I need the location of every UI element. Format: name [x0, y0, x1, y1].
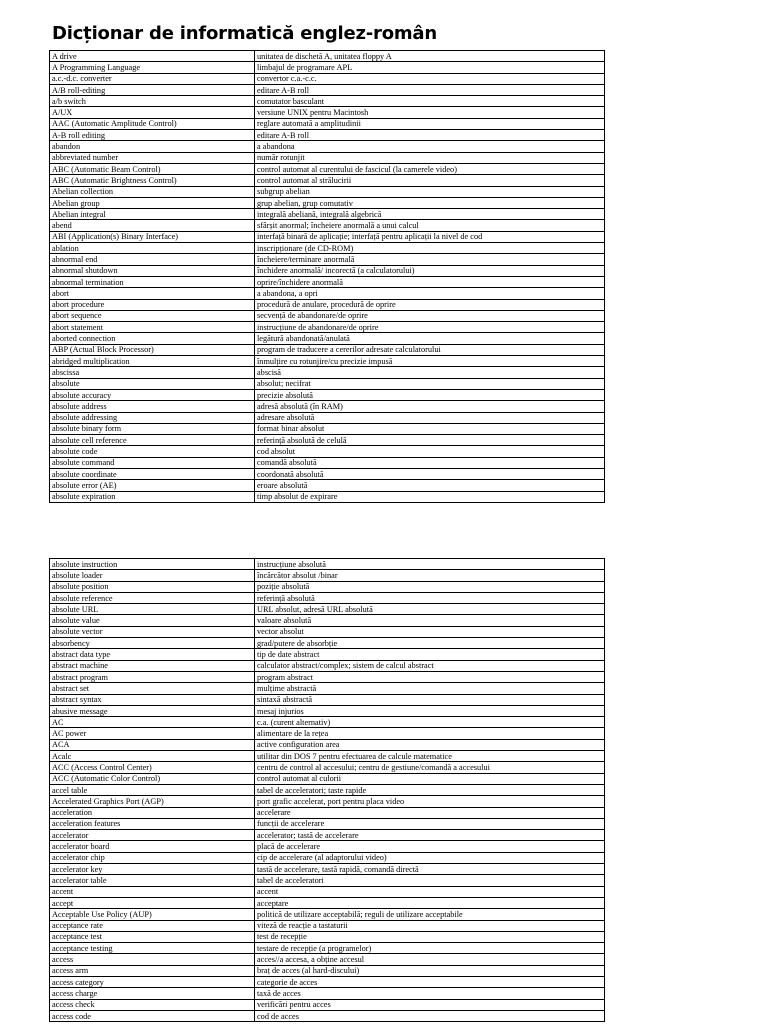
english-term-cell: ablation	[50, 243, 255, 254]
romanian-translation-cell: cod de acces	[255, 1010, 605, 1021]
romanian-translation-cell: închidere anormală/ incorectă (a calculatorului)	[255, 265, 605, 276]
table-row	[50, 705, 605, 716]
table-row	[50, 999, 605, 1010]
romanian-translation-cell: coordonată absolută	[255, 468, 605, 479]
table-row	[50, 796, 605, 807]
table-row	[50, 62, 605, 73]
table-row	[50, 559, 605, 570]
table-row	[50, 671, 605, 682]
english-term-cell: ACC (Access Control Center)	[50, 762, 255, 773]
english-term-cell: absolute binary form	[50, 423, 255, 434]
table-row	[50, 818, 605, 829]
english-term-cell: abort statement	[50, 322, 255, 333]
romanian-translation-cell: utilitar din DOS 7 pentru efectuarea de calcule matematice	[255, 751, 605, 762]
table-row	[50, 739, 605, 750]
romanian-translation-cell: eroare absolută	[255, 480, 605, 491]
table-row	[50, 773, 605, 784]
english-term-cell: abandon	[50, 141, 255, 152]
english-term-cell: accept	[50, 897, 255, 908]
english-term-cell: AAC (Automatic Amplitude Control)	[50, 118, 255, 129]
english-term-cell: absolute URL	[50, 604, 255, 615]
romanian-translation-cell: încheiere/terminare anormală	[255, 254, 605, 265]
english-term-cell: accelerator key	[50, 864, 255, 875]
table-row	[50, 468, 605, 479]
table-row	[50, 649, 605, 660]
english-term-cell: abscissa	[50, 367, 255, 378]
romanian-translation-cell: interfață binară de aplicație; interfață pentru aplicații la nivel de cod	[255, 231, 605, 242]
table-row	[50, 254, 605, 265]
english-term-cell: ABC (Automatic Brightness Control)	[50, 175, 255, 186]
table-row	[50, 965, 605, 976]
table-row	[50, 243, 605, 254]
romanian-translation-cell: port grafic accelerat, port pentru placa video	[255, 796, 605, 807]
romanian-translation-cell: verificări pentru acces	[255, 999, 605, 1010]
english-term-cell: absolute accuracy	[50, 389, 255, 400]
table-row	[50, 401, 605, 412]
table-row	[50, 107, 605, 118]
table-row	[50, 751, 605, 762]
english-term-cell: absolute expiration	[50, 491, 255, 502]
table-row	[50, 130, 605, 141]
english-term-cell: a/b switch	[50, 96, 255, 107]
romanian-translation-cell: adresare absolută	[255, 412, 605, 423]
table-row	[50, 344, 605, 355]
romanian-translation-cell: referință absolută	[255, 592, 605, 603]
table-row	[50, 615, 605, 626]
english-term-cell: absolute command	[50, 457, 255, 468]
table-row	[50, 265, 605, 276]
romanian-translation-cell: legătură abandonată/anulată	[255, 333, 605, 344]
english-term-cell: abend	[50, 220, 255, 231]
table-row	[50, 51, 605, 62]
romanian-translation-cell: tabel de acceleratori	[255, 875, 605, 886]
english-term-cell: ABP (Actual Block Processor)	[50, 344, 255, 355]
romanian-translation-cell: înmulțire cu rotunjire/cu precizie impusă	[255, 356, 605, 367]
table-row	[50, 491, 605, 502]
table-row	[50, 920, 605, 931]
romanian-translation-cell: grup abelian, grup comutativ	[255, 197, 605, 208]
english-term-cell: Abelian integral	[50, 209, 255, 220]
table-row	[50, 276, 605, 287]
english-term-cell: acceptance testing	[50, 943, 255, 954]
english-term-cell: absolute loader	[50, 570, 255, 581]
table-row	[50, 1010, 605, 1021]
english-term-cell: a.c.-d.c. converter	[50, 73, 255, 84]
english-term-cell: Abelian group	[50, 197, 255, 208]
english-term-cell: absolute vector	[50, 626, 255, 637]
table-row	[50, 163, 605, 174]
table-row	[50, 830, 605, 841]
romanian-translation-cell: centru de control al accesului; centru de gestiune/comandă a accesului	[255, 762, 605, 773]
romanian-translation-cell: reglare automată a amplitudinii	[255, 118, 605, 129]
romanian-translation-cell: c.a. (curent alternativ)	[255, 717, 605, 728]
romanian-translation-cell: grad/putere de absorbție	[255, 638, 605, 649]
english-term-cell: absolute addressing	[50, 412, 255, 423]
table-row	[50, 581, 605, 592]
english-term-cell: absolute value	[50, 615, 255, 626]
english-term-cell: abstract syntax	[50, 694, 255, 705]
table-row	[50, 378, 605, 389]
english-term-cell: A drive	[50, 51, 255, 62]
english-term-cell: access	[50, 954, 255, 965]
english-term-cell: acceleration features	[50, 818, 255, 829]
table-row	[50, 875, 605, 886]
table-row	[50, 604, 605, 615]
table-row	[50, 909, 605, 920]
english-term-cell: accent	[50, 886, 255, 897]
romanian-translation-cell: accelerator; tastă de accelerare	[255, 830, 605, 841]
english-term-cell: A-B roll editing	[50, 130, 255, 141]
romanian-translation-cell: taxă de acces	[255, 988, 605, 999]
english-term-cell: absorbency	[50, 638, 255, 649]
english-term-cell: Acceptable Use Policy (AUP)	[50, 909, 255, 920]
romanian-translation-cell: cod absolut	[255, 446, 605, 457]
table-row	[50, 446, 605, 457]
english-term-cell: absolute	[50, 378, 255, 389]
english-term-cell: absolute cell reference	[50, 435, 255, 446]
table-row	[50, 841, 605, 852]
romanian-translation-cell: inscripționare (de CD-ROM)	[255, 243, 605, 254]
table-row	[50, 897, 605, 908]
table-row	[50, 988, 605, 999]
table-row	[50, 852, 605, 863]
romanian-translation-cell: convertor c.a.-c.c.	[255, 73, 605, 84]
romanian-translation-cell: test de recepție	[255, 931, 605, 942]
romanian-translation-cell: braț de acces (al hard-discului)	[255, 965, 605, 976]
english-term-cell: acceptance test	[50, 931, 255, 942]
table-row	[50, 299, 605, 310]
english-term-cell: ACA	[50, 739, 255, 750]
table-row	[50, 73, 605, 84]
table-row	[50, 141, 605, 152]
table-row	[50, 84, 605, 95]
english-term-cell: acceptance rate	[50, 920, 255, 931]
english-term-cell: absolute address	[50, 401, 255, 412]
romanian-translation-cell: integrală abeliană, integrală algebrică	[255, 209, 605, 220]
romanian-translation-cell: valoare absolută	[255, 615, 605, 626]
romanian-translation-cell: accelerare	[255, 807, 605, 818]
romanian-translation-cell: oprire/închidere anormală	[255, 276, 605, 287]
romanian-translation-cell: abscisă	[255, 367, 605, 378]
romanian-translation-cell: vector absolut	[255, 626, 605, 637]
english-term-cell: absolute position	[50, 581, 255, 592]
table-row	[50, 592, 605, 603]
dictionary-table	[49, 50, 605, 503]
english-term-cell: abstract machine	[50, 660, 255, 671]
romanian-translation-cell: secvență de abandonare/de oprire	[255, 310, 605, 321]
english-term-cell: AC	[50, 717, 255, 728]
romanian-translation-cell: unitatea de dischetă A, unitatea floppy A	[255, 51, 605, 62]
romanian-translation-cell: politică de utilizare acceptabilă; reguli de utilizare acceptabile	[255, 909, 605, 920]
romanian-translation-cell: program de traducere a cererilor adresate calculatorului	[255, 344, 605, 355]
romanian-translation-cell: placă de accelerare	[255, 841, 605, 852]
romanian-translation-cell: precizie absolută	[255, 389, 605, 400]
english-term-cell: absolute error (AE)	[50, 480, 255, 491]
table-row	[50, 943, 605, 954]
table-row	[50, 638, 605, 649]
table-row	[50, 423, 605, 434]
romanian-translation-cell: format binar absolut	[255, 423, 605, 434]
romanian-translation-cell: referință absolută de celulă	[255, 435, 605, 446]
romanian-translation-cell: comutator basculant	[255, 96, 605, 107]
table-row	[50, 570, 605, 581]
english-term-cell: access arm	[50, 965, 255, 976]
english-term-cell: AC power	[50, 728, 255, 739]
romanian-translation-cell: control automat al culorii	[255, 773, 605, 784]
table-row	[50, 356, 605, 367]
english-term-cell: abstract data type	[50, 649, 255, 660]
table-row	[50, 954, 605, 965]
english-term-cell: accel table	[50, 784, 255, 795]
table-row	[50, 412, 605, 423]
english-term-cell: absolute code	[50, 446, 255, 457]
romanian-translation-cell: viteză de reacție a tastaturii	[255, 920, 605, 931]
table-row	[50, 457, 605, 468]
table-row	[50, 197, 605, 208]
table-row	[50, 762, 605, 773]
english-term-cell: acceleration	[50, 807, 255, 818]
romanian-translation-cell: subgrup abelian	[255, 186, 605, 197]
romanian-translation-cell: cip de accelerare (al adaptorului video)	[255, 852, 605, 863]
romanian-translation-cell: număr rotunjit	[255, 152, 605, 163]
english-term-cell: access charge	[50, 988, 255, 999]
dictionary-table	[49, 558, 605, 1022]
english-term-cell: abnormal termination	[50, 276, 255, 287]
english-term-cell: accelerator	[50, 830, 255, 841]
romanian-translation-cell: URL absolut, adresă URL absolută	[255, 604, 605, 615]
english-term-cell: absolute reference	[50, 592, 255, 603]
english-term-cell: access code	[50, 1010, 255, 1021]
english-term-cell: abstract program	[50, 671, 255, 682]
table-row	[50, 864, 605, 875]
table-row	[50, 220, 605, 231]
romanian-translation-cell: tabel de acceleratori; taste rapide	[255, 784, 605, 795]
romanian-translation-cell: a abandona	[255, 141, 605, 152]
table-row	[50, 310, 605, 321]
table-row	[50, 717, 605, 728]
romanian-translation-cell: calculator abstract/complex; sistem de calcul abstract	[255, 660, 605, 671]
romanian-translation-cell: adresă absolută (în RAM)	[255, 401, 605, 412]
english-term-cell: access category	[50, 976, 255, 987]
romanian-translation-cell: acceptare	[255, 897, 605, 908]
table-row	[50, 660, 605, 671]
english-term-cell: ABC (Automatic Beam Control)	[50, 163, 255, 174]
romanian-translation-cell: poziție absolută	[255, 581, 605, 592]
english-term-cell: abbreviated number	[50, 152, 255, 163]
english-term-cell: abnormal end	[50, 254, 255, 265]
english-term-cell: abort sequence	[50, 310, 255, 321]
table-row	[50, 931, 605, 942]
romanian-translation-cell: active configuration area	[255, 739, 605, 750]
table-row	[50, 784, 605, 795]
romanian-translation-cell: încărcător absolut /binar	[255, 570, 605, 581]
romanian-translation-cell: timp absolut de expirare	[255, 491, 605, 502]
romanian-translation-cell: procedură de anulare, procedură de oprire	[255, 299, 605, 310]
english-term-cell: abort	[50, 288, 255, 299]
romanian-translation-cell: instrucțiune de abandonare/de oprire	[255, 322, 605, 333]
romanian-translation-cell: control automat al strălucirii	[255, 175, 605, 186]
table-row	[50, 626, 605, 637]
table-row	[50, 435, 605, 446]
table-row	[50, 480, 605, 491]
romanian-translation-cell: editare A-B roll	[255, 130, 605, 141]
english-term-cell: accelerator board	[50, 841, 255, 852]
romanian-translation-cell: testare de recepție (a programelor)	[255, 943, 605, 954]
table-row	[50, 118, 605, 129]
table-row	[50, 322, 605, 333]
english-term-cell: Abelian collection	[50, 186, 255, 197]
romanian-translation-cell: funcții de accelerare	[255, 818, 605, 829]
romanian-translation-cell: tastă de accelerare, tastă rapidă, comandă directă	[255, 864, 605, 875]
english-term-cell: abort procedure	[50, 299, 255, 310]
table-row	[50, 209, 605, 220]
document-title: Dicționar de informatică englez-român	[52, 23, 437, 44]
table-row	[50, 175, 605, 186]
english-term-cell: absolute coordinate	[50, 468, 255, 479]
table-row	[50, 683, 605, 694]
english-term-cell: accelerator table	[50, 875, 255, 886]
table-row	[50, 886, 605, 897]
english-term-cell: abnormal shutdown	[50, 265, 255, 276]
english-term-cell: Acalc	[50, 751, 255, 762]
english-term-cell: A/UX	[50, 107, 255, 118]
table-row	[50, 333, 605, 344]
romanian-translation-cell: sintaxă abstractă	[255, 694, 605, 705]
english-term-cell: ACC (Automatic Color Control)	[50, 773, 255, 784]
romanian-translation-cell: limbajul de programare APL	[255, 62, 605, 73]
romanian-translation-cell: tip de date abstract	[255, 649, 605, 660]
romanian-translation-cell: editare A-B roll	[255, 84, 605, 95]
table-row	[50, 288, 605, 299]
english-term-cell: A Programming Language	[50, 62, 255, 73]
romanian-translation-cell: a abandona, a opri	[255, 288, 605, 299]
table-row	[50, 367, 605, 378]
table-row	[50, 807, 605, 818]
romanian-translation-cell: versiune UNIX pentru Macintosh	[255, 107, 605, 118]
romanian-translation-cell: alimentare de la rețea	[255, 728, 605, 739]
english-term-cell: access check	[50, 999, 255, 1010]
table-row	[50, 694, 605, 705]
table-row	[50, 728, 605, 739]
romanian-translation-cell: instrucțiune absolută	[255, 559, 605, 570]
romanian-translation-cell: absolut; necifrat	[255, 378, 605, 389]
romanian-translation-cell: sfârșit anormal; încheiere anormală a unui calcul	[255, 220, 605, 231]
table-row	[50, 96, 605, 107]
romanian-translation-cell: mulțime abstractă	[255, 683, 605, 694]
romanian-translation-cell: mesaj injurios	[255, 705, 605, 716]
table-row	[50, 186, 605, 197]
english-term-cell: absolute instruction	[50, 559, 255, 570]
table-row	[50, 976, 605, 987]
table-row	[50, 231, 605, 242]
romanian-translation-cell: control automat al curentului de fascicul (la camerele video)	[255, 163, 605, 174]
romanian-translation-cell: program abstract	[255, 671, 605, 682]
english-term-cell: aborted connection	[50, 333, 255, 344]
romanian-translation-cell: categorie de acces	[255, 976, 605, 987]
english-term-cell: abstract set	[50, 683, 255, 694]
english-term-cell: ABI (Application(s) Binary Interface)	[50, 231, 255, 242]
romanian-translation-cell: acces//a accesa, a obține accesul	[255, 954, 605, 965]
romanian-translation-cell: comandă absolută	[255, 457, 605, 468]
english-term-cell: abridged multiplication	[50, 356, 255, 367]
table-row	[50, 152, 605, 163]
english-term-cell: Accelerated Graphics Port (AGP)	[50, 796, 255, 807]
english-term-cell: accelerator chip	[50, 852, 255, 863]
english-term-cell: A/B roll-editing	[50, 84, 255, 95]
english-term-cell: abusive message	[50, 705, 255, 716]
romanian-translation-cell: accent	[255, 886, 605, 897]
table-row	[50, 389, 605, 400]
